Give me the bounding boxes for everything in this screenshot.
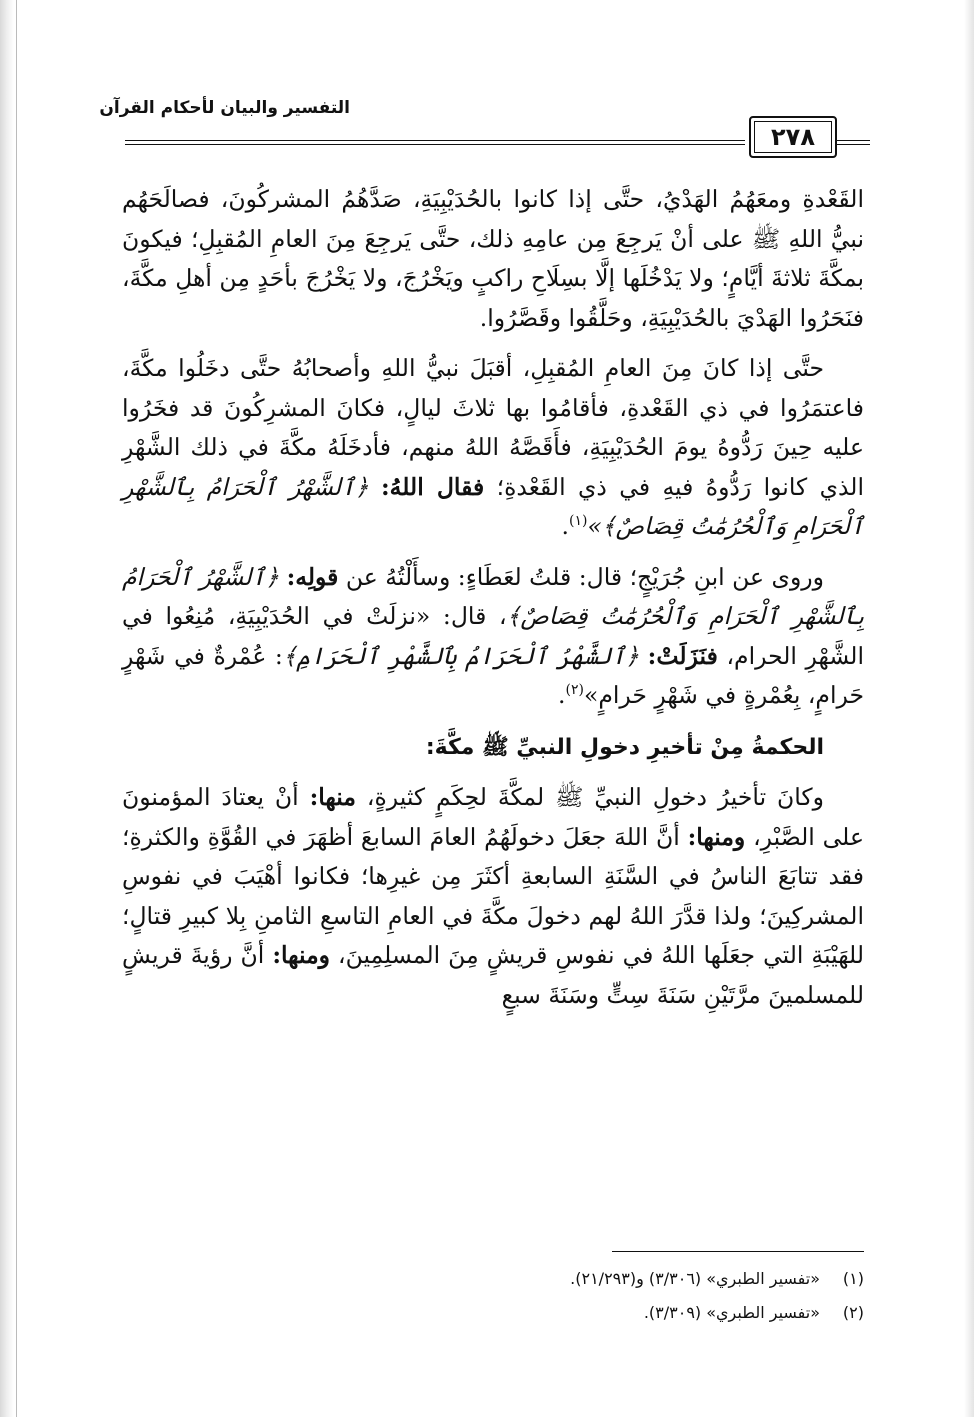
paragraph-2-end: .	[561, 512, 570, 540]
his-saying: قولِه:	[286, 562, 339, 591]
scan-line-left	[16, 0, 17, 1417]
paragraph-3-text-a: وروى عن ابنِ جُرَيْجٍ؛ قال: قلتُ لعَطَاءٍ: وسأَلْتُهُ عن	[345, 562, 824, 591]
footnote-text: «تفسير الطبري» (٣/٣٠٦) و(٢١/٢٩٣).	[570, 1269, 820, 1288]
paragraph-3-text-c: : عُمْرةٌ في شَهْرٍ حَرامٍ، بِعُمْرةٍ في شَهْرٍ حَرامٍ»	[122, 641, 864, 709]
section-heading: الحكمةُ مِنْ تأخيرِ دخولِ النبيِّ ﷺ مكَّةَ:	[425, 734, 824, 760]
paragraph-4-text-a: وكانَ تأخيرُ دخولِ النبيِّ ﷺ لمكَّةَ لحِكَمٍ كثيرةٍ،	[366, 783, 824, 811]
paragraph-4-text-c: أنَّ اللهَ جعَلَ دخولَهُمُ العامَ السابعَ أظهَرَ في القُوَّةِ والكثرةِ؛ فقد تتابَعَ الناسُ في السَّنَةِ السابعةِ أكثَرَ مِن غيرِها؛ فكانوا أهْيَبَ في نفوسِ المشركِينَ؛ ولذا قدَّرَ اللهُ لهم دخولَ مكَّةَ في العامِ التاسعِ الثامنِ بِلا كبيرِ قتالٍ؛ للهَيْبَةِ التي جعَلَها اللهُ في نفوسِ قريشٍ مِنَ المسلِمِينَ،	[122, 822, 864, 969]
paragraph-4-text-d: أنَّ رؤيةَ قريشٍ للمسلمينَ مرَّتَيْنِ سَنَةَ سِتٍّ وسَنَةَ سبعٍ	[122, 941, 864, 1009]
paragraph-3-end: .	[558, 681, 566, 709]
paragraph-2	[122, 349, 864, 547]
footnote-ref-2: (٢)	[565, 682, 584, 699]
footnote-number: (٢)	[842, 1303, 864, 1322]
running-title: التفسير والبيان لأحكام القرآن	[99, 98, 350, 118]
scan-edge-left	[0, 0, 14, 1417]
page-header	[99, 98, 870, 158]
allah-said: فقال اللهُ:	[381, 472, 485, 501]
quran-verse: ﴿ٱلشَّهْرُ ٱلْحَرَامُ بِٱلشَّهْرِ ٱلْحَرَامِ وَٱلْحُرُمَٰتُ قِصَاصٌ﴾»	[122, 472, 864, 540]
paragraph-1: القَعْدةِ ومعَهُمُ الهَدْيُ، حتَّى إذا كانوا بالحُدَيْبِيَةِ، صَدَّهُمُ المشركُونَ، فصالَحَهُم نبيُّ اللهِ ﷺ على أنْ يَرجِعَ مِن عامِهِ ذلك، حتَّى يَرجِعَ مِنَ العامِ المُقبِلِ؛ فيكونَ بمكَّةَ ثلاثةَ أيَّامٍ؛ ولا يَدْخُلَها إلَّا بسِلَاحِ راكبٍ ويَخْرُجَ، ولا يَخْرُجَ بأحَدٍ مِن أهلِ مكَّةَ، فنَحَرُوا الهَدْيَ بالحُدَيْبِيَةِ، وحَلَّقُوا وقَصَّرُوا.	[122, 185, 864, 332]
header-rule-right	[837, 140, 870, 145]
paragraph-3-text-b: ، قال: «نزلَتْ في الحُدَيْبِيَةِ، مُنِعُوا في الشَّهْرِ الحرام،	[122, 602, 864, 670]
footnote-2	[122, 1296, 864, 1330]
among-them-1: منها:	[309, 783, 356, 811]
quran-verse: ﴿ٱلشَّهْرُ ٱلْحَرَامُ بِٱلشَّهْرِ ٱلْحَرَامِ وَٱلْحُرُمَٰتُ قِصَاصٌ﴾	[122, 562, 864, 630]
paragraph-4-text-b: أنْ يعتادَ المؤمنونَ على الصَّبْرِ،	[122, 783, 864, 851]
scan-edge-right	[964, 0, 974, 1417]
revealed: فنَزَلَتْ:	[647, 641, 718, 670]
footnote-text: «تفسير الطبري» (٣/٣٠٩).	[643, 1303, 820, 1322]
paragraph-3	[122, 558, 864, 716]
footnote-number: (١)	[842, 1269, 864, 1288]
among-them-3: ومنها:	[272, 941, 331, 969]
header-rule-left	[125, 140, 745, 145]
paragraph-4	[122, 778, 864, 1015]
paragraph-2-text: حتَّى إذا كانَ مِنَ العامِ المُقبِلِ، أقبَلَ نبيُّ اللهِ وأصحابُهُ حتَّى دخَلُوا مكَّةَ، فاعتمَرُوا في ذي القَعْدةِ، فأقامُوا بها ثلاثَ ليالٍ، فكانَ المشرِكُونَ قد فخَرُوا عليه حِينَ رَدُّوهُ يومَ الحُدَيْبِيَةِ، فأَقَصَّهُ اللهُ منهم، فأدخَلَهُ مكَّةَ في ذلك الشَّهْرِ الذي كانوا رَدُّوهُ فيهِ في ذي القَعْدةِ؛	[122, 354, 864, 501]
body-text	[122, 180, 864, 1015]
among-them-2: ومنها:	[687, 822, 746, 851]
footnote-ref-1: (١)	[569, 513, 588, 530]
page-number: ٢٧٨	[749, 116, 837, 158]
quran-verse: ﴿ٱلشَّهْرُ ٱلْحَرَامُ بِٱلشَّهْرِ ٱلْحَرَامِ﴾	[282, 641, 640, 670]
footnote-1	[122, 1262, 864, 1296]
footnotes	[122, 1262, 864, 1330]
footnote-rule	[612, 1251, 864, 1252]
